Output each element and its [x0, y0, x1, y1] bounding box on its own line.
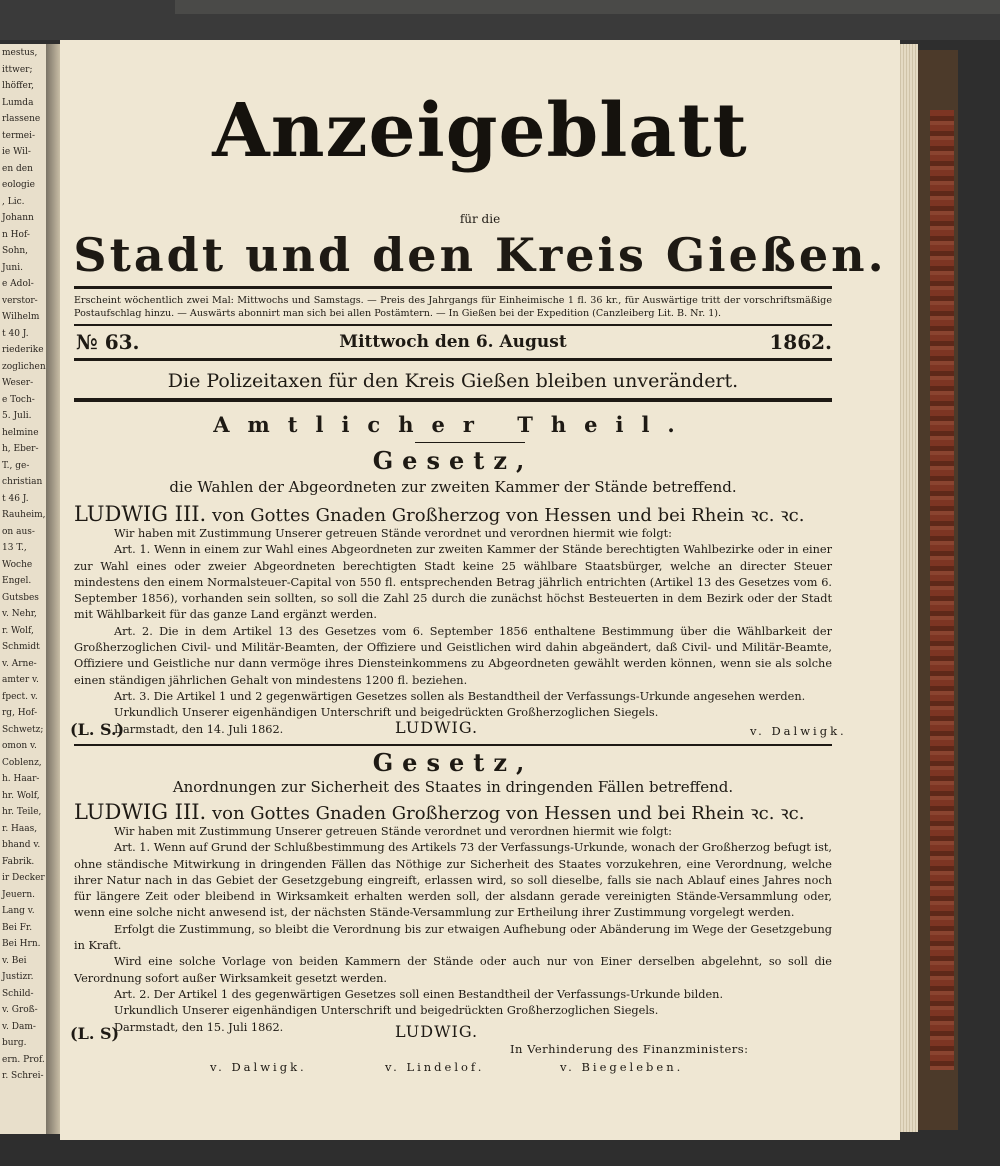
- law-1-paragraph: Art. 1. Wenn in einem zur Wahl eines Abgeordneten zur zweiten Kammer der Stände berechtigten Wahlbezirke oder in einer zur Wahl eines oder zweier Abgeordneten berechtigten Stadt keine 25 wählbare Staatsbürger, welche an directer Steuer mindestens den einem Normalsteuer-Capital von 550 fl. entsprechenden Betrag jährlich entrichten (Artikel 13 des Gesetzes vom 6. September 1856), vorhanden sein sollten, so soll die Zahl 25 durch die zunächst höchst Besteuerten in dem Bezirk oder der Stadt mit Wählbarkeit für das ganze Land ergänzt werden.: [74, 543, 832, 622]
- left-page-text-line: Bei Fr.: [2, 922, 33, 933]
- left-page-text-line: T., ge-: [2, 460, 30, 471]
- law-2-paragraph: Art. 1. Wenn auf Grund der Schlußbestimmung des Artikels 73 der Verfassungs-Urkunde, wonach der Großherzog befugt ist, ohne ständische Mitwirkung in dringenden Fällen das Nöthige zur Sicherheit des Staates vorzukehren, eine Verordnung, welche ihrer Natur nach in das Gebiet der Gesetzgebung eingreift, erlassen wird, so soll dieselbe, falls sie nach Ablauf eines Jahres noch für längere Zeit oder bleibend in Wirksamkeit erhalten werden soll, der alsdann gerade vereinigten Stände-Versammlung oder, wenn eine solche nicht anwesend ist, der nächsten Stände-Versammlung zur Ertheilung ihrer Zustimmung vorgelegt werden.: [74, 841, 832, 920]
- issue-date: Mittwoch den 6. August: [339, 332, 567, 352]
- left-page-fragment: [0, 44, 46, 1134]
- law-2-body: [74, 824, 832, 1036]
- left-page-text-line: on aus-: [2, 526, 35, 537]
- law-2-paragraph: Wir haben mit Zustimmung Unserer getreuen Stände verordnet und verordnen hiermit wie folgt:: [114, 825, 672, 838]
- ruler-title: von Gottes Gnaden Großherzog von Hessen und bei Rhein ꝛc. ꝛc.: [211, 505, 805, 526]
- left-page-text-line: Lumda: [2, 97, 34, 108]
- left-page-text-line: Weser-: [2, 378, 34, 388]
- left-page-text-line: t 46 J.: [2, 493, 29, 504]
- left-page-text-line: Johann: [2, 213, 34, 223]
- left-page-text-line: hr. Wolf,: [2, 790, 40, 801]
- law-1-ruler-line: [74, 502, 832, 527]
- left-page-text-line: h, Eber-: [2, 444, 39, 454]
- law-2-paragraph: Urkundlich Unserer eigenhändigen Unterschrift und beigedrückten Großherzoglichen Siegels.: [114, 1004, 659, 1018]
- law-2-subtitle: Anordnungen zur Sicherheit des Staates in dringenden Fällen betreffend.: [172, 778, 734, 796]
- newspaper-page: [60, 40, 900, 1140]
- law-1-paragraph: Darmstadt, den 14. Juli 1862.: [114, 722, 284, 736]
- law-2-title: Gesetz,: [372, 748, 534, 777]
- left-page-text-line: Gutsbes: [2, 592, 39, 603]
- law-2-signature: LUDWIG.: [395, 1022, 479, 1041]
- left-page-text-line: verstor-: [2, 295, 38, 306]
- left-page-text-line: e Toch-: [2, 394, 35, 405]
- left-page-text-line: e Adol-: [2, 279, 34, 289]
- law-1-paragraph: Art. 3. Die Artikel 1 und 2 gegenwärtigen Gesetzes sollen als Bestandtheil der Verfassungs-Urkunde angesehen werden.: [114, 689, 806, 703]
- left-page-text-line: Juni.: [2, 262, 23, 273]
- law-2-paragraph: Erfolgt die Zustimmung, so bleibt die Verordnung bis zur etwaigen Aufhebung oder Abänderung im Wege der Gesetzgebung in Kraft.: [74, 922, 832, 953]
- law-1-countersign: v. Dalwigk.: [750, 724, 847, 738]
- rule: [74, 324, 832, 326]
- ruler-name: LUDWIG III.: [74, 800, 207, 824]
- left-page-text-line: Lang v.: [2, 906, 35, 916]
- left-page-text-line: ern. Prof.: [2, 1054, 45, 1065]
- left-page-text-line: rlassene: [2, 114, 41, 124]
- masthead-fuer: für die: [459, 212, 501, 226]
- law-1-body: [74, 526, 832, 738]
- law-2-countersign-2: v. Lindelof.: [385, 1060, 485, 1074]
- left-page-text-line: zoglichen: [2, 361, 46, 372]
- book-gutter: [46, 44, 60, 1134]
- ruler-name: LUDWIG III.: [74, 502, 207, 526]
- law-2-paragraph: Darmstadt, den 15. Juli 1862.: [114, 1020, 284, 1034]
- finance-minister-note: In Verhinderung des Finanzministers:: [510, 1042, 749, 1056]
- small-rule: [415, 442, 525, 443]
- left-page-text-line: en den: [2, 163, 33, 174]
- left-page-text-line: Woche: [2, 559, 33, 570]
- left-page-text-line: hr. Teile,: [2, 807, 42, 817]
- issue-number: № 63.: [76, 330, 140, 354]
- left-page-text-line: Wilhelm: [2, 312, 40, 322]
- marbled-cover-edge: [930, 110, 954, 1070]
- rule: [74, 358, 832, 361]
- masthead-subtitle: Stadt und den Kreis Gießen.: [73, 228, 887, 282]
- left-page-text-line: n Hof-: [2, 229, 30, 240]
- left-page-text-line: ittwer;: [2, 64, 33, 75]
- law-2-seal: (L. S): [70, 1024, 120, 1043]
- police-tax-notice: Die Polizeitaxen für den Kreis Gießen bleiben unverändert.: [167, 370, 739, 392]
- left-page-text-line: Schwetz;: [2, 724, 44, 735]
- left-page-text-line: v. Dam-: [2, 1021, 36, 1032]
- law-1-paragraph: Art. 2. Die in dem Artikel 13 des Gesetzes vom 6. September 1856 enthaltene Bestimmung über die Wählbarkeit der Großherzoglichen Civil- und Militär-Beamten, der Offiziere und Geistlichen wird dahin abgeändert, daß Civil- und Militär-Beamte, Offiziere und Geistliche nur dann vermöge ihres Diensteinkommens zu Abgeordneten gewählt werden können, wenn sie als solche einen ständigen jährlichen Gehalt von mindestens 1200 fl. beziehen.: [74, 624, 832, 687]
- left-page-text-line: Schild-: [2, 988, 34, 999]
- left-page-text-line: Engel.: [2, 576, 32, 586]
- left-page-text-line: Schmidt: [2, 642, 40, 652]
- left-page-text-line: 13 T.,: [2, 543, 27, 553]
- issue-line: [74, 330, 832, 356]
- masthead-title: Anzeigeblatt: [212, 88, 748, 174]
- law-2-paragraph: Art. 2. Der Artikel 1 des gegenwärtigen Gesetzes soll einen Bestandtheil der Verfassungs-Urkunde bilden.: [114, 987, 724, 1001]
- left-page-text-line: Rauheim,: [2, 510, 46, 520]
- left-page-text-line: bhand v.: [2, 840, 41, 850]
- law-1-signature: LUDWIG.: [395, 718, 479, 737]
- left-page-text-line: v. Bei: [2, 955, 27, 966]
- law-1-seal: (L. S.): [70, 720, 125, 739]
- law-1-title: Gesetz,: [372, 446, 534, 475]
- rule: [74, 286, 832, 289]
- scanner-strip: [175, 0, 1000, 14]
- law-2-ruler-line: [74, 800, 832, 825]
- publication-info: Erscheint wöchentlich zwei Mal: Mittwochs und Samstags. — Preis des Jahrgangs für Einheimische 1 fl. 36 kr., für Auswärtige tritt der vorschriftsmäßige Postaufschlag hinzu. — Auswärts abonnirt man sich bei allen Postämtern. — In Gießen bei der Expedition (Canzleiberg Lit. B. Nr. 1).: [74, 295, 832, 319]
- left-page-text-line: v. Groß-: [2, 1005, 38, 1015]
- left-page-text-line: v. Arne-: [2, 658, 37, 669]
- left-page-text-line: Jeuern.: [2, 889, 36, 900]
- left-page-text-line: v. Nehr,: [2, 609, 37, 619]
- law-1-paragraph: Wir haben mit Zustimmung Unserer getreuen Stände verordnet und verordnen hiermit wie folgt:: [114, 527, 672, 540]
- rule: [74, 744, 832, 746]
- left-page-text-line: omon v.: [2, 741, 37, 751]
- left-page-text-line: t 40 J.: [2, 328, 29, 339]
- law-2-paragraph: Wird eine solche Vorlage von beiden Kammern der Stände oder auch nur von Einer derselben abgelehnt, so soll die Verordnung sofort außer Wirksamkeit gesetzt werden.: [74, 955, 832, 985]
- rule: [74, 398, 832, 402]
- left-page-text-line: ie Wil-: [2, 147, 31, 157]
- left-page-text-line: eologie: [2, 180, 36, 190]
- left-page-text-line: h. Haar-: [2, 774, 40, 784]
- law-1-paragraph: Urkundlich Unserer eigenhändigen Unterschrift und beigedrückten Großherzoglichen Siegels.: [114, 706, 659, 720]
- left-page-text-line: riederike: [2, 345, 44, 355]
- left-page-text-line: ir Decker: [2, 873, 45, 883]
- page-edges: [898, 44, 918, 1132]
- left-page-text-line: Sohn,: [2, 246, 29, 256]
- left-page-text-line: rg, Hof-: [2, 708, 38, 718]
- law-1-subtitle: die Wahlen der Abgeordneten zur zweiten Kammer der Stände betreffend.: [169, 478, 737, 496]
- left-page-text-line: mestus,: [2, 48, 38, 58]
- left-page-text-line: Coblenz,: [2, 757, 42, 768]
- ruler-title: von Gottes Gnaden Großherzog von Hessen und bei Rhein ꝛc. ꝛc.: [211, 803, 805, 824]
- left-page-text-line: helmine: [2, 427, 39, 438]
- left-page-text-line: termei-: [2, 130, 36, 141]
- left-page-text-line: r. Schrei-: [2, 1071, 44, 1081]
- left-page-text-line: r. Wolf,: [2, 625, 34, 636]
- left-page-text-line: Justizr.: [2, 972, 34, 982]
- left-page-text-line: burg.: [2, 1038, 27, 1048]
- left-page-text-line: 5. Juli.: [2, 411, 32, 421]
- left-page-text-line: fpect. v.: [2, 691, 38, 702]
- left-page-text-line: christian: [2, 477, 43, 487]
- left-page-text-line: lhöffer,: [2, 81, 34, 91]
- left-page-text-line: r. Haas,: [2, 823, 38, 834]
- law-2-countersign-3: v. Biegeleben.: [560, 1060, 684, 1074]
- issue-year: 1862.: [769, 330, 832, 354]
- left-page-text-line: Fabrik.: [2, 856, 35, 867]
- left-page-text-line: amter v.: [2, 675, 39, 685]
- left-page-text-line: , Lic.: [2, 196, 25, 207]
- left-page-text-line: Bei Hrn.: [2, 939, 41, 949]
- law-2-countersign-1: v. Dalwigk.: [210, 1060, 307, 1074]
- section-title: Amtlicher Theil.: [213, 412, 693, 437]
